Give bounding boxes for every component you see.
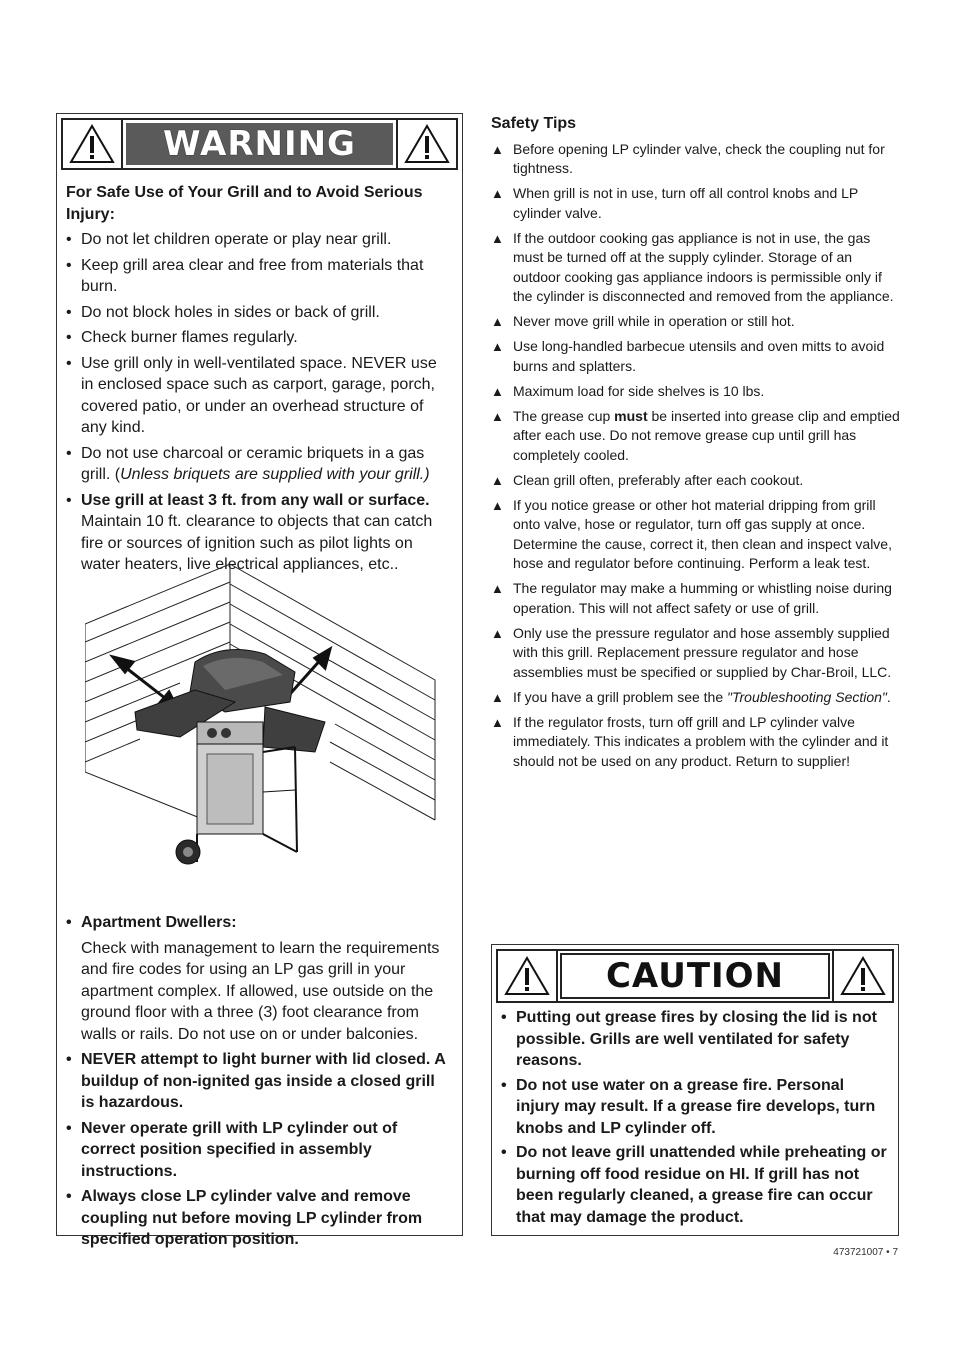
caution-list [501,1007,888,1228]
safety-tips-list [491,140,901,772]
warning-banner [61,118,458,170]
caution-content [501,1007,888,1231]
warning-content [66,182,452,580]
briquets-text: Do not use charcoal or ceramic briquets in a gas grill. ( [81,444,425,483]
warning-title: WARNING [126,123,393,165]
trouble-pre: If you have a grill problem see the [513,688,728,705]
trouble-link-text: "Troubleshooting Section" [727,688,887,705]
briquets-note: Unless briquets are supplied with your grill.) [120,466,430,483]
trouble-post: . [886,688,891,705]
apartment-text: Check with management to learn the requirements and fire codes for using an LP gas grill in your apartment complex. If allowed, use outside on the ground floor with a three (3) foot clearance from walls or rails. Do not use on or under balconies. [81,939,440,1043]
grease-must: must [614,407,648,424]
grease-post: be inserted into grease clip and emptied after each use. Do not remove grease cup until grill has completely cooled. [513,407,900,463]
list-item-troubleshooting [491,688,901,708]
safety-tips [491,114,901,777]
caution-triangle-icon-left [498,951,558,1001]
list-item: ▲ Maximum load for side shelves is 10 lbs. [491,382,901,402]
list-item: ▲ Clean grill often, preferably after each cookout. [491,471,901,491]
page-footer [833,1247,898,1258]
list-item: • NEVER attempt to light burner with lid closed. A buildup of non-ignited gas inside a closed grill is hazardous. [66,1049,452,1114]
list-item: • Always close LP cylinder valve and remove coupling nut before moving LP cylinder from specified operation position. [66,1186,452,1251]
caution-banner [496,949,894,1003]
list-item: • Do not let children operate or play near grill. [66,229,452,251]
warning-bold-list [66,1049,452,1251]
list-item: • Do not block holes in sides or back of grill. [66,302,452,324]
list-item-grease-cup [491,407,901,466]
list-item: ▲ Never move grill while in operation or still hot. [491,312,901,332]
list-item: • Keep grill area clear and free from materials that burn. [66,255,452,298]
list-item: • Do not use water on a grease fire. Personal injury may result. If a grease fire develops, turn knobs and LP cylinder off. [501,1075,888,1140]
page-number: 7 [892,1247,898,1258]
list-item: ▲ If the regulator frosts, turn off grill and LP cylinder valve immediately. This indicates a problem with the cylinder and it should not be used on any product. Return to supplier! [491,713,901,772]
list-item-briquets [66,443,452,486]
list-item: • Never operate grill with LP cylinder out of correct position specified in assembly instructions. [66,1118,452,1183]
list-item: • Use grill only in well-ventilated space. NEVER use in enclosed space such as carport, garage, porch, covered patio, or under an overhead structure of any kind. [66,353,452,439]
grease-pre: The grease cup [513,407,615,424]
warning-box [56,113,463,1248]
list-item: ▲ Use long-handled barbecue utensils and oven mitts to avoid burns and splatters. [491,337,901,376]
safety-tips-title: Safety Tips [491,115,577,132]
warning-list [66,229,452,576]
list-item: ▲ If you notice grease or other hot material dripping from grill onto valve, hose or regulator, turn off gas supply at once. Determine the cause, correct it, then clean and inspect valve, hose and regulator before continuing. Perform a leak test. [491,496,901,574]
list-item: ▲ Before opening LP cylinder valve, check the coupling nut for tightness. [491,140,901,179]
warning-triangle-icon-left [63,120,123,168]
clearance-text: Maintain 10 ft. clearance to objects that can catch fire or sources of ignition such as pilot lights on water heaters, live electrical appliances, etc.. [81,513,433,573]
apartment-list [66,912,452,934]
list-item: • Check burner flames regularly. [66,327,452,349]
list-item: ▲ When grill is not in use, turn off all control knobs and LP cylinder valve. [491,184,901,223]
caution-title: CAUTION [560,953,830,999]
grill-clearance-illustration [85,562,437,878]
list-item: ▲ If the outdoor cooking gas appliance is not in use, the gas must be turned off at the supply cylinder. Storage of an outdoor cooking gas appliance indoors is permissible only if the cylinder is disconnected and removed from the appliance. [491,229,901,307]
apartment-heading: • Apartment Dwellers: [66,912,452,934]
warning-heading: For Safe Use of Your Grill and to Avoid Serious Injury: [66,184,423,223]
footer-separator: • [886,1247,890,1258]
warning-triangle-icon-right [396,120,456,168]
caution-box [491,944,899,1236]
doc-number: 473721007 [833,1247,884,1258]
clearance-bold: Use grill at least 3 ft. from any wall or surface. [81,491,430,509]
list-item: ▲ Only use the pressure regulator and hose assembly supplied with this grill. Replacement pressure regulator and hose assemblies must be specified or supplied by Char-Broil, LLC. [491,624,901,683]
apartment-section [66,912,452,1255]
list-item: ▲ The regulator may make a humming or whistling noise during operation. This will not affect safety or use of grill. [491,579,901,618]
caution-triangle-icon-right [832,951,892,1001]
list-item: • Putting out grease fires by closing the lid is not possible. Grills are well ventilated for safety reasons. [501,1007,888,1072]
list-item: • Do not leave grill unattended while preheating or burning off food residue on HI. If grill has not been regularly cleaned, a grease fire can occur that may damage the product. [501,1142,888,1228]
